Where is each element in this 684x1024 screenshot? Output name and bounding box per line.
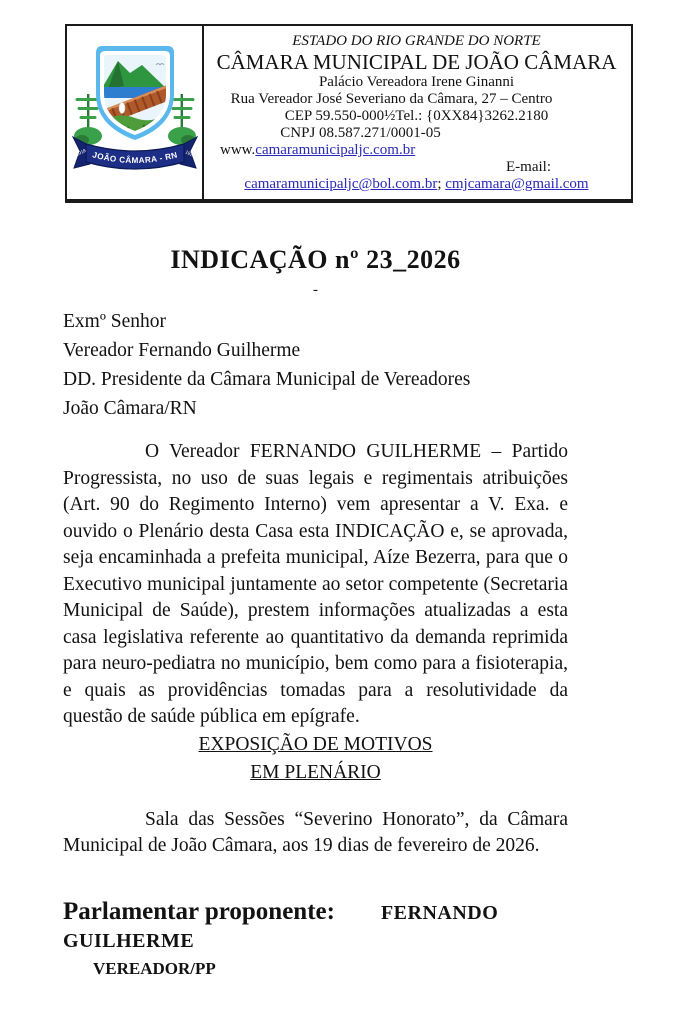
palace-line: Palácio Vereadora Irene Ginanni — [318, 74, 515, 90]
email-label: E-mail: — [506, 159, 551, 175]
signature-block — [63, 898, 623, 982]
recipient-line: João Câmara/RN — [63, 398, 197, 419]
section-heading-exposicao: EXPOSIÇÃO DE MOTIVOS — [198, 733, 433, 755]
signature-line-1 — [63, 898, 623, 926]
crest-year-right: 1928 — [184, 148, 196, 158]
recipient-block — [63, 307, 603, 423]
city-crest-icon — [72, 44, 198, 182]
email-links-line — [206, 176, 627, 193]
recipient-line: Exmº Senhor — [63, 311, 166, 332]
website-prefix: www. — [220, 142, 256, 158]
proponent-first-name: FERNANDO — [380, 901, 499, 924]
recipient-line: DD. Presidente da Câmara Municipal de Vereadores — [63, 369, 471, 390]
letterhead — [65, 24, 633, 203]
title-dash: - — [313, 282, 318, 298]
street-address-line: Rua Vereador José Severiano da Câmara, 27 – Centro — [230, 91, 553, 107]
document-title: INDICAÇÃO nº 23_2026 — [170, 245, 461, 274]
letterhead-info — [204, 26, 631, 199]
cnpj-line: CNPJ 08.587.271/0001-05 — [280, 125, 441, 141]
recipient-line: Vereador Fernando Guilherme — [63, 340, 301, 361]
email-link-2[interactable]: cmjcamara@gmail.com — [445, 176, 589, 192]
closing-paragraph: Sala das Sessões “Severino Honorato”, da Câmara Municipal de João Câmara, aos 19 dias de fevereiro de 2026. — [63, 808, 568, 856]
state-line: ESTADO DO RIO GRANDE DO NORTE — [292, 33, 541, 49]
website-link[interactable]: camaramunicipaljc.com.br — [255, 142, 416, 158]
email-separator: ; — [437, 176, 442, 192]
website-line — [206, 142, 627, 159]
cep-phone-line: CEP 59.550-000½Tel.: {0XX84}3262.2180 — [284, 108, 549, 124]
shield-icon — [96, 46, 174, 140]
email-link-1[interactable]: camaramunicipaljc@bol.com.br — [244, 176, 438, 192]
crest-banner-text: JOÃO CÂMARA - RN — [90, 149, 179, 165]
organization-name: CÂMARA MUNICIPAL DE JOÃO CÂMARA — [216, 50, 617, 74]
logo-cell — [67, 26, 204, 199]
body-paragraph: O Vereador FERNANDO GUILHERME – Partido Progressista, no uso de suas legais e regimentais atribuições (Art. 90 do Regimento Interno) vem apresentar a V. Exa. e ouvido o Plenário desta Casa esta INDICAÇÃO e, se aprovada, seja encaminhada a prefeita municipal, Aíze Bezerra, para que o Executivo municipal juntamente ao setor competente (Secretaria Municipal de Saúde), prestem informações atualizadas a esta casa legislativa referente ao quantitativo da demanda reprimida para neuro-pediatra no município, bem como para a fisioterapia, e quais as providências tomadas para a resolutividade da questão de saúde pública em epígrafe. — [63, 441, 568, 727]
proponent-last-name: GUILHERME — [63, 929, 195, 952]
proponent-label: Parlamentar proponente: — [63, 897, 335, 925]
crest-year-left: 1918 — [74, 147, 87, 157]
proponent-role: VEREADOR/PP — [93, 958, 216, 978]
section-heading-plenario: EM PLENÁRIO — [250, 761, 381, 783]
